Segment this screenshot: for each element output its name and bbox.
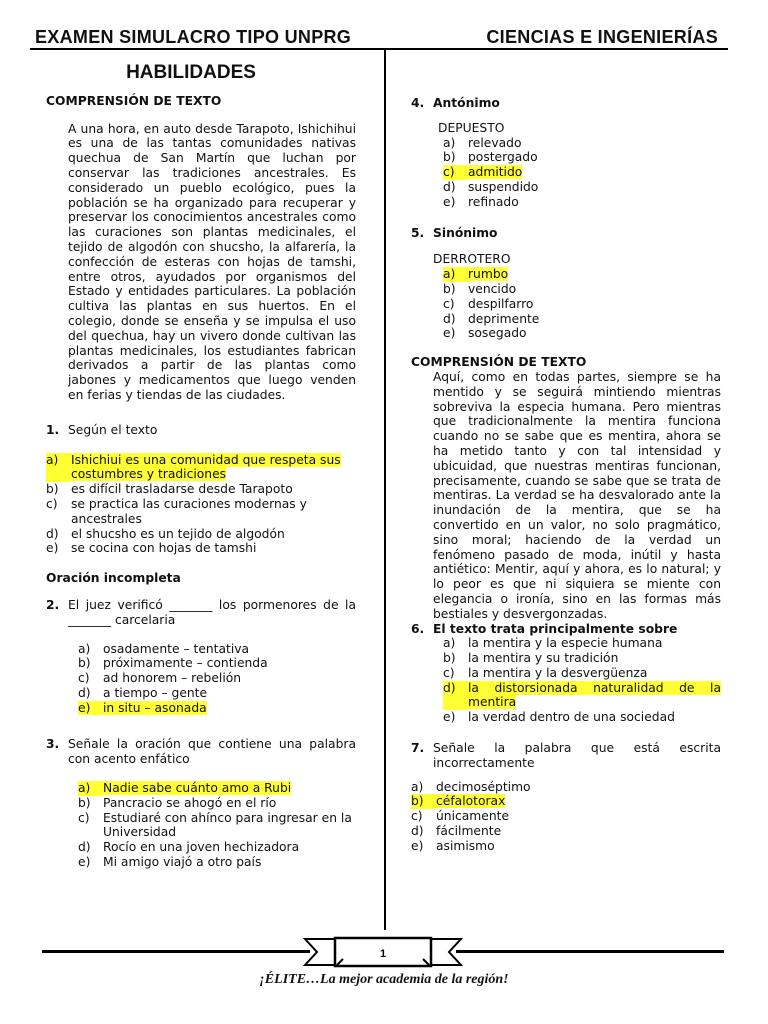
section-heading: Oración incompleta [46, 571, 181, 586]
question-text: Antónimo [433, 96, 500, 110]
question-number: 6. [411, 621, 425, 636]
footer-rule-right [456, 950, 724, 953]
option-c[interactable]: c) despilfarro [443, 297, 721, 312]
option-b[interactable]: b) vencido [443, 282, 721, 297]
option-text: decimoséptimo [436, 779, 531, 794]
option-a[interactable]: a) Ishichiui es una comunidad que respeta sus costumbres y tradiciones [46, 452, 341, 482]
question-6 [411, 622, 721, 637]
question-3 [46, 737, 356, 767]
option-text: se cocina con hojas de tamshi [71, 541, 257, 556]
question-number: 4. [411, 96, 425, 110]
question-text: El texto trata principalmente sobre [433, 621, 678, 636]
option-e[interactable]: e) Mi amigo viajó a otro país [78, 855, 356, 870]
option-text: in situ – asonada [103, 700, 207, 715]
options-list [46, 453, 356, 557]
options-list [411, 636, 721, 725]
question-5 [411, 226, 721, 241]
options-list [411, 267, 721, 341]
option-text: asimismo [436, 838, 495, 853]
option-d[interactable]: d) fácilmente [411, 824, 721, 839]
option-text: relevado [468, 135, 522, 150]
question-2 [46, 598, 356, 628]
left-column [46, 62, 356, 870]
option-a[interactable]: a) rumbo [443, 267, 509, 282]
option-text: el shucsho es un tejido de algodón [71, 526, 285, 541]
option-c[interactable]: c) la mentira y la desvergüenza [443, 666, 721, 681]
option-d[interactable]: d) a tiempo – gente [78, 686, 356, 701]
option-text: céfalotorax [436, 794, 506, 809]
page-number-ribbon [303, 935, 463, 969]
option-text: la mentira y la desvergüenza [468, 665, 648, 680]
option-e[interactable]: e) asimismo [411, 839, 721, 854]
option-e[interactable]: e) refinado [443, 195, 721, 210]
question-number: 7. [411, 741, 425, 756]
option-e[interactable]: e) in situ – asonada [78, 700, 207, 715]
options-list [411, 780, 721, 854]
column-divider [384, 50, 386, 930]
section-heading: COMPRENSIÓN DE TEXTO [46, 93, 222, 108]
option-c[interactable]: c) ad honorem – rebelión [78, 671, 356, 686]
question-number: 3. [46, 737, 60, 752]
option-d[interactable]: d) deprimente [443, 312, 721, 327]
option-c[interactable]: c) se practica las curaciones modernas y ancestrales [46, 497, 356, 527]
header-title-left: EXAMEN SIMULACRO TIPO UNPRG [35, 27, 352, 47]
option-text: Estudiaré con ahínco para ingresar en la Universidad [103, 810, 352, 840]
option-c[interactable]: c) Estudiaré con ahínco para ingresar en la Universidad [78, 811, 356, 841]
right-column [411, 96, 721, 854]
option-text: suspendido [468, 179, 539, 194]
question-number: 1. [46, 422, 60, 437]
option-c[interactable]: c) admitido [443, 165, 523, 180]
option-b[interactable]: b) la mentira y su tradición [443, 651, 721, 666]
reading-passage: Aquí, como en todas partes, siempre se ha mentido y se seguirá mintiendo mientras sobreviva la especia humana. Pero mientras que tradicionalmente la mentira funciona cuando no se sabe que es mentira, ahora se ha metido tanto y con tal intensidad y ubicuidad, que nuestras mentiras funcionan, precisamente, cuando se sabe que se trata de mentiras. La verdad se ha desvalorado ante la inundación de la mentira, que se ha convertido en un valor, no solo pragmático, sino moral; haciendo de la verdad un fenómeno pasado de moda, inútil y hasta antiético: Mentir, aquí y ahora, es lo natural; y lo peor es que ni siquiera se miente con elegancia o ironía, sino en las formas más bestiales y desvergonzadas. [433, 369, 721, 621]
section-heading: COMPRENSIÓN DE TEXTO [411, 355, 587, 370]
option-text: fácilmente [436, 824, 502, 839]
option-text: admitido [468, 165, 523, 180]
option-b[interactable]: b) próximamente – contienda [78, 656, 356, 671]
option-text: se practica las curaciones modernas y ancestrales [71, 496, 307, 526]
page-number: 1 [379, 948, 387, 960]
prompt-word: DEPUESTO [438, 120, 505, 135]
header-divider [30, 48, 728, 50]
option-b[interactable]: b) es difícil trasladarse desde Tarapoto [46, 482, 356, 497]
options-list [411, 136, 721, 210]
prompt-word: DERROTERO [433, 252, 511, 267]
option-text: Ishichiui es una comunidad que respeta sus costumbres y tradiciones [71, 452, 341, 482]
footer-slogan: ¡ÉLITE…La mejor academia de la región! [259, 972, 509, 987]
page-title: HABILIDADES [126, 62, 256, 83]
option-e[interactable]: e) la verdad dentro de una sociedad [443, 710, 721, 725]
option-d[interactable]: d) suspendido [443, 180, 721, 195]
reading-passage: A una hora, en auto desde Tarapoto, Ishichihui es una de las tantas comunidades nativas quechua de San Martín que luchan por conservar las tradiciones ancestrales. Es considerado un pueblo ecológico, pues la población se ha organizado para recuperar y preservar los conocimientos ancestrales como las curaciones son plantas medicinales, el tejido de algodón con shucsho, la alfarería, la confección de esteras con hojas de tamshi, entre otros, ayudados por organismos del Estado y entidades particulares. La población cultiva las plantas en sus huertos. En el colegio, donde se enseña y se impulsa el uso del quechua, hay un vivero donde cultivan las plantas medicinales, los estudiantes fabrican derivados a partir de las plantas como jabones y medicamentos que luego venden en ferias y tiendas de las ciudades. [68, 121, 356, 402]
option-a[interactable]: a) relevado [443, 136, 721, 151]
question-number: 2. [46, 597, 60, 612]
option-a[interactable]: a) decimoséptimo [411, 780, 721, 795]
question-text: Señale la palabra que está escrita incorrectamente [433, 741, 721, 770]
option-text: despilfarro [468, 296, 534, 311]
question-text: Según el texto [68, 422, 158, 437]
options-list [46, 642, 356, 716]
question-1 [46, 423, 356, 438]
question-text: Sinónimo [433, 225, 498, 240]
option-text: Mi amigo viajó a otro país [103, 855, 262, 870]
option-b[interactable]: b) céfalotorax [411, 794, 506, 809]
option-b[interactable]: b) postergado [443, 150, 721, 165]
question-4 [411, 96, 721, 111]
option-text: vencido [468, 281, 517, 296]
option-d[interactable]: d) el shucsho es un tejido de algodón [46, 527, 356, 542]
option-text: a tiempo – gente [103, 685, 208, 700]
option-text: rumbo [468, 267, 509, 282]
option-text: es difícil trasladarse desde Tarapoto [71, 482, 293, 497]
option-a[interactable]: a) osadamente – tentativa [78, 642, 356, 657]
question-7 [411, 741, 721, 771]
question-number: 5. [411, 225, 425, 240]
option-text: Nadie sabe cuánto amo a Rubi [103, 781, 292, 796]
option-text: Rocío en una joven hechizadora [103, 840, 300, 855]
option-text: próximamente – contienda [103, 656, 268, 671]
option-d[interactable]: d) Rocío en una joven hechizadora [78, 840, 356, 855]
option-text: refinado [468, 194, 519, 209]
option-c[interactable]: c) únicamente [411, 809, 721, 824]
option-text: únicamente [436, 809, 510, 824]
option-d[interactable]: d) la distorsionada naturalidad de la mentira [443, 680, 721, 710]
option-text: Pancracio se ahogó en el río [103, 795, 277, 810]
option-e[interactable]: e) se cocina con hojas de tamshi [46, 541, 356, 556]
option-text: la distorsionada naturalidad de la mentira [468, 680, 721, 710]
question-text: El juez verificó _______ los pormenores de la _______ carcelaria [68, 597, 356, 627]
question-text: Señale la oración que contiene una palabra con acento enfático [68, 737, 356, 767]
footer-rule-left [42, 950, 310, 953]
option-text: la mentira y la especie humana [468, 636, 663, 651]
header-title-right: CIENCIAS E INGENIERÍAS [486, 27, 718, 47]
option-a[interactable]: a) Nadie sabe cuánto amo a Rubi [78, 781, 292, 796]
option-text: osadamente – tentativa [103, 641, 250, 656]
option-text: sosegado [468, 326, 527, 341]
option-a[interactable]: a) la mentira y la especie humana [443, 636, 721, 651]
option-text: deprimente [468, 311, 540, 326]
options-list [46, 781, 356, 870]
option-b[interactable]: b) Pancracio se ahogó en el río [78, 796, 356, 811]
option-e[interactable]: e) sosegado [443, 326, 721, 341]
option-text: la mentira y su tradición [468, 651, 619, 666]
option-text: ad honorem – rebelión [103, 671, 242, 686]
option-text: postergado [468, 150, 538, 165]
option-text: la verdad dentro de una sociedad [468, 710, 675, 725]
